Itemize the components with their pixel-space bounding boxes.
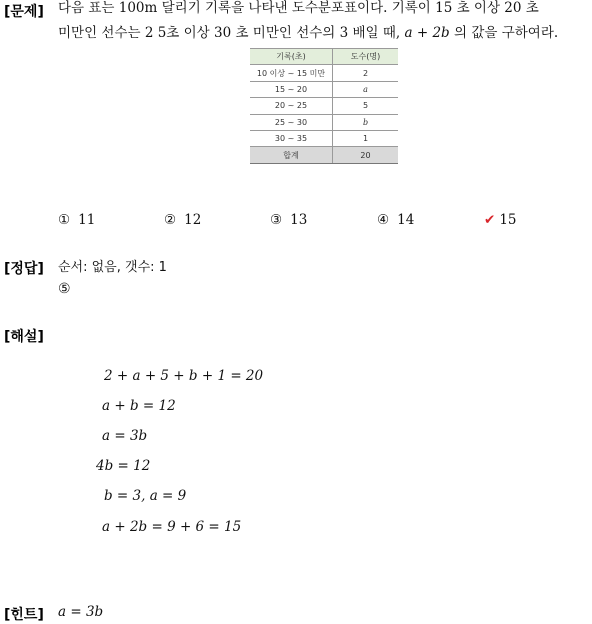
choice-5[interactable] xyxy=(484,212,517,228)
table-row xyxy=(250,98,398,114)
question-line-2-text: 미만인 선수는 2 5초 이상 30 초 미만인 선수의 3 배일 때, xyxy=(58,25,405,41)
solution-line-6: a + 2b = 9 + 6 = 15 xyxy=(102,519,242,535)
solution-line-4: 4b = 12 xyxy=(96,458,151,474)
choice-5-value: 15 xyxy=(499,212,517,228)
table-cell-range: 25 ~ 30 xyxy=(250,114,333,130)
table-cell-freq: a xyxy=(333,81,399,97)
table-cell-freq: 2 xyxy=(333,65,399,81)
hint-text: a = 3b xyxy=(58,604,104,620)
choice-2-marker: ② xyxy=(164,212,177,228)
choice-3-marker: ③ xyxy=(270,212,283,228)
problem-label: [문제] xyxy=(4,4,44,20)
question-line-2 xyxy=(58,21,558,46)
table-total-row xyxy=(250,147,398,163)
table-header-frequency: 도수(명) xyxy=(333,49,399,65)
table-cell-range: 15 ~ 20 xyxy=(250,81,333,97)
explanation-label: [해설] xyxy=(4,329,44,345)
solution-line-3: a = 3b xyxy=(102,428,148,444)
choice-1-marker: ① xyxy=(58,212,71,228)
choice-1-value: 11 xyxy=(78,212,96,228)
choice-3-value: 13 xyxy=(290,212,308,228)
table-cell-freq: b xyxy=(333,114,399,130)
table-header-record: 기록(초) xyxy=(250,49,333,65)
table-cell-freq: 5 xyxy=(333,98,399,114)
table-row xyxy=(250,114,398,130)
solution-line-2: a + b = 12 xyxy=(102,398,176,414)
hint-label: [힌트] xyxy=(4,607,44,623)
table-total-value: 20 xyxy=(333,147,399,163)
table-row xyxy=(250,65,398,81)
table-cell-range: 10 이상 ~ 15 미만 xyxy=(250,65,333,81)
solution-line-1: 2 + a + 5 + b + 1 = 20 xyxy=(104,368,264,384)
choice-1[interactable] xyxy=(58,212,95,228)
table-cell-freq: 1 xyxy=(333,130,399,146)
answer-label: [정답] xyxy=(4,261,44,277)
choice-2-value: 12 xyxy=(184,212,202,228)
frequency-table xyxy=(250,48,398,164)
table-row xyxy=(250,130,398,146)
choice-4-value: 14 xyxy=(397,212,415,228)
question-line-2-end: 의 값을 구하여라. xyxy=(449,25,559,41)
question-expression: a + 2b xyxy=(404,25,450,41)
choice-4[interactable] xyxy=(377,212,414,228)
table-cell-range: 30 ~ 35 xyxy=(250,130,333,146)
check-icon: ✔ xyxy=(484,212,496,228)
answer-line-2: ⑤ xyxy=(58,281,71,297)
choice-4-marker: ④ xyxy=(377,212,390,228)
answer-line-1: 순서: 없음, 갯수: 1 xyxy=(58,260,167,275)
choice-2[interactable] xyxy=(164,212,201,228)
question-line-1: 다음 표는 100m 달리기 기록을 나타낸 도수분포표이다. 기록이 15 초 이상 20 초 xyxy=(58,0,539,16)
table-row xyxy=(250,81,398,97)
solution-line-5: b = 3, a = 9 xyxy=(104,488,187,504)
table-total-label: 합계 xyxy=(250,147,333,163)
choice-3[interactable] xyxy=(270,212,307,228)
table-cell-range: 20 ~ 25 xyxy=(250,98,333,114)
table-header-row xyxy=(250,49,398,65)
